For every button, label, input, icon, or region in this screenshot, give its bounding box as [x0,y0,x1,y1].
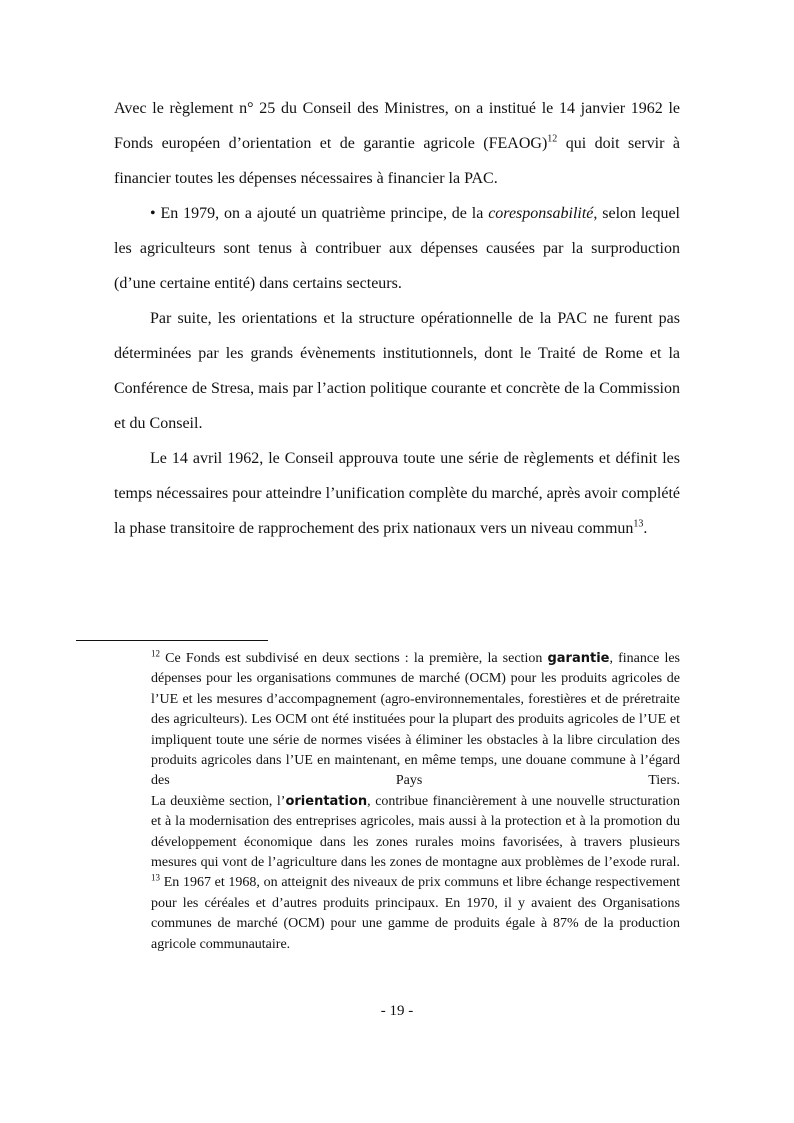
bold-term-orientation: orientation [285,793,368,809]
main-text [114,91,680,546]
footnote-12-continued: La deuxième section, l’orientation, contribue financièrement à une nouvelle structuration et à la modernisation des entreprises agricoles, mais aussi à la protection et à la promotion du développement économique dans les zones rurales moins favorisées, à travers plusieurs mesures qui vont de l’agriculture dans les zones de montagne aux problèmes de l’exode rural. [151,793,680,871]
bold-term-garantie: garantie [547,651,610,666]
footnote-separator [76,640,268,641]
footnote-13: $^{13}$ En 1967 et 1968, on atteignit des niveaux de prix communs et libre échange respectivement pour les céréales et d’autres produits principaux. En 1970, il y avaient des Organisations communes de marché (OCM) pour une gamme de produits égale à 87% de la production agricole communautaire. [151,872,680,952]
footnote-number-13: 13 [151,872,160,883]
paragraph-feaog: Avec le règlement n° 25 du Conseil des Ministres, on a institué le 14 janvier 1962 le Fonds européen d’orientation et de garantie agricole (FEAOG)$^{12}$ qui doit servir à financier toutes les dépenses nécessaires à financier la PAC. [114,100,680,187]
footnote-ref-13[interactable]: 13 [633,518,644,530]
paragraph-avril-1962: Le 14 avril 1962, le Conseil approuva toute une série de règlements et définit les temps nécessaires pour atteindre l’unification complète du marché, après avoir complété la phase transitoire de rapprochement des prix nationaux vers un niveau commun$^{13}$. [114,450,680,537]
footnotes [151,649,680,955]
italic-term: coresponsabilité [488,205,594,222]
bullet-icon: • [150,205,156,222]
footnote-12: $^{12}$ Ce Fonds est subdivisé en deux sections : la première, la section garantie, finance les dépenses pour les organisations communes de marché (OCM) pour les produits agricoles de l’UE et les mesures d’accompagnement (agro-environnementales, forestières et de préretraite des agriculteurs). Les OCM ont été instituées pour la plupart des produits agricoles de l’UE et impliquent toute une série de normes visées à éliminer les obstacles à la libre circulation des produits agricoles dans l’UE en maintenant, en même temps, une douane commune à l’égard des Pays Tiers. [151,648,680,789]
paragraph-coresponsabilite: • En 1979, on a ajouté un quatrième principe, de la coresponsabilité, selon lequel les agriculteurs sont tenus à contribuer aux dépenses causées par la surproduction (d’une certaine entité) dans certains secteurs. [114,205,680,292]
page-number: - 19 - [380,1003,414,1019]
footnote-number-12: 12 [151,648,160,659]
footnote-ref-12[interactable]: 12 [547,133,558,145]
paragraph-orientations: Par suite, les orientations et la structure opérationnelle de la PAC ne furent pas déterminées par les grands évènements institutionnels, dont le Traité de Rome et la Conférence de Stresa, mais par l’action politique courante et concrète de la Commission et du Conseil. [114,310,680,432]
